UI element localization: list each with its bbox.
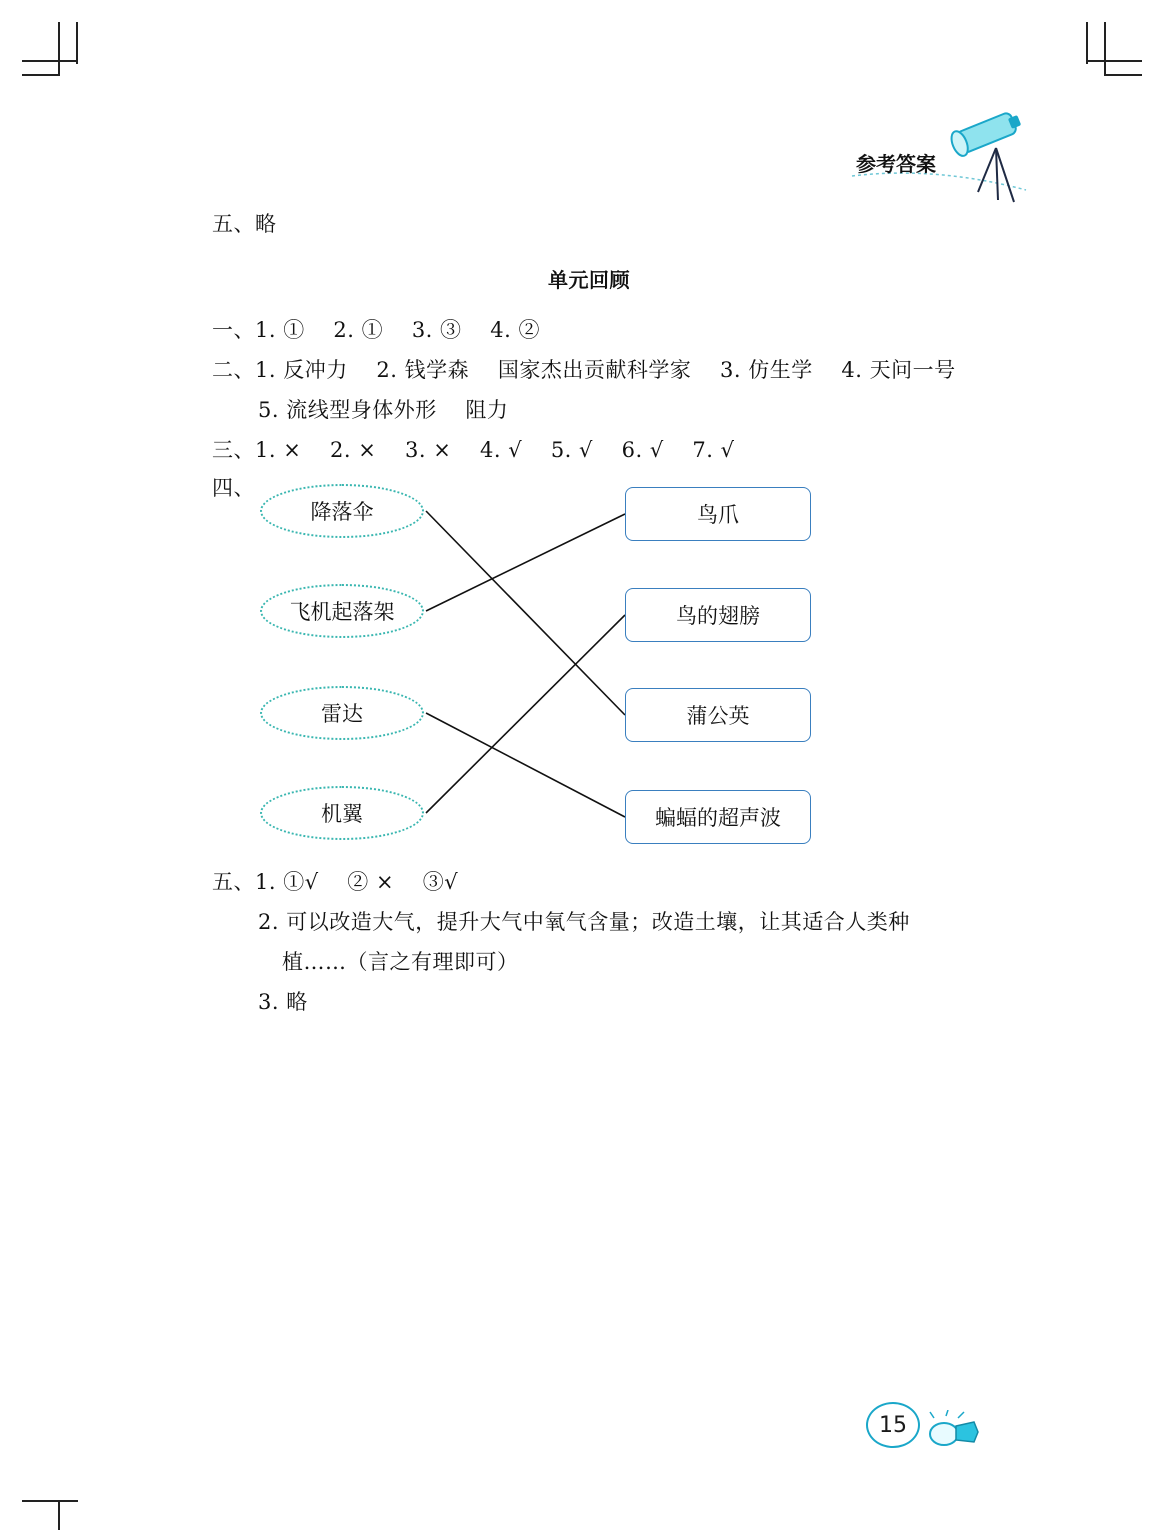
section-title: 单元回顾 (548, 268, 630, 292)
lightbulb-icon (918, 1410, 988, 1456)
right-item: 鸟爪 (625, 487, 811, 541)
text-line: 5. 流线型身体外形 阻力 (258, 398, 509, 422)
text-line: 五、1. ①√ ② × ③√ (212, 870, 459, 894)
left-item: 机翼 (260, 786, 424, 840)
match-line (426, 615, 625, 813)
page-number: 15 (866, 1402, 920, 1448)
crop-mark (58, 1500, 60, 1530)
text-line: 五、略 (212, 212, 277, 236)
text-line: 二、1. 反冲力 2. 钱学森 国家杰出贡献科学家 3. 仿生学 4. 天问一号 (212, 358, 956, 382)
left-item: 飞机起落架 (260, 584, 424, 638)
match-line (426, 713, 625, 817)
text-line: 3. 略 (258, 990, 308, 1014)
left-item: 雷达 (260, 686, 424, 740)
header-label: 参考答案 (856, 152, 936, 176)
text-line: 2. 可以改造大气，提升大气中氧气含量；改造土壤，让其适合人类种 (258, 910, 910, 934)
text-line: 植……（言之有理即可） (282, 950, 519, 974)
text-line: 四、 (212, 476, 255, 500)
left-item: 降落伞 (260, 484, 424, 538)
match-line (426, 511, 625, 715)
right-item: 鸟的翅膀 (625, 588, 811, 642)
text-line: 三、1. × 2. × 3. × 4. √ 5. √ 6. √ 7. √ (212, 438, 735, 462)
match-line (426, 514, 625, 611)
right-item: 蝙蝠的超声波 (625, 790, 811, 844)
crop-mark (22, 1500, 78, 1502)
text-line: 一、1. ① 2. ① 3. ③ 4. ② (212, 318, 540, 342)
right-item: 蒲公英 (625, 688, 811, 742)
